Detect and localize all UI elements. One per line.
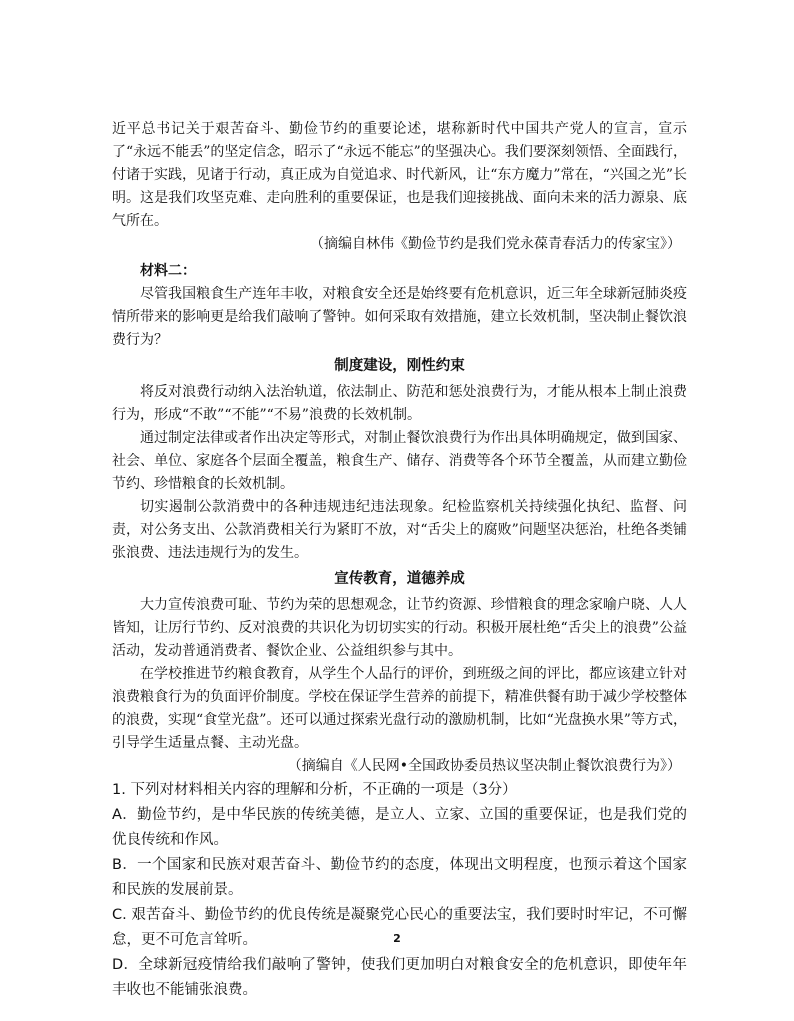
paragraph-1: 将反对浪费行动纳入法治轨道，依法制止、防范和惩处浪费行为，才能从根本上制止浪费行为，形成“不敢”“不能”“不易”浪费的长效机制。 (112, 384, 687, 423)
paragraph-4: 大力宣传浪费可耻、节约为荣的思想观念，让节约资源、珍惜粮食的理念家喻户晓、人人皆知，让厉行节约、反对浪费的共识化为切切实实的行动。积极开展杜绝“舌尖上的浪费”公益活动，发动普通消费者、餐饮企业、公益组织参与其中。 (112, 597, 687, 659)
source-citation-1: （摘编自林伟《勤俭节约是我们党永葆青春活力的传家宝》） (310, 236, 681, 252)
paragraph-3: 切实遏制公款消费中的各种违规违纪违法现象。纪检监察机关持续强化执纪、监督、问责，对公务支出、公款消费相关行为紧盯不放，对“舌尖上的腐败”问题坚决惩治，杜绝各类铺张浪费、违法违规行为的发生。 (112, 499, 687, 561)
page-number: 2 (393, 932, 401, 945)
material1-paragraph: 近平总书记关于艰苦奋斗、勤俭节约的重要论述，堪称新时代中国共产党人的宣言，宣示了“永远不能丢”的坚定信念，昭示了“永远不能忘”的坚强决心。我们要深刻领悟、全面践行，付诸于实践，见诸于行动，真正成为自觉追求、时代新风，让“东方魔力”常在，“兴国之光”长明。这是我们攻坚克难、走向胜利的重要保证，也是我们迎接挑战、面向未来的活力源泉、底气所在。 (112, 121, 687, 229)
material2-intro: 尽管我国粮食生产连年丰收，对粮食安全还是始终要有危机意识，近三年全球新冠肺炎疫情所带来的影响更是给我们敲响了警钟。如何采取有效措施，建立长效机制，坚决制止餐饮浪费行为？ (112, 286, 687, 348)
section-heading-2: 宣传教育，道德养成 (334, 571, 465, 587)
option-d: D．全球新冠疫情给我们敲响了警钟，使我们更加明白对粮食安全的危机意识，即使年年丰收也不能铺张浪费。 (112, 957, 687, 998)
material2-label: 材料二： (140, 263, 196, 279)
paragraph-5: 在学校推进节约粮食教育，从学生个人品行的评价，到班级之间的评比，都应该建立针对浪费粮食行为的负面评价制度。学校在保证学生营养的前提下，精准供餐有助于减少学校整体的浪费，实现“食堂光盘”。还可以通过探索光盘行动的激励机制，比如“光盘换水果”等方式，引导学生适量点餐、主动光盘。 (112, 666, 687, 751)
paragraph-2: 通过制定法律或者作出决定等形式，对制止餐饮浪费行为作出具体明确规定，做到国家、社会、单位、家庭各个层面全覆盖，粮食生产、储存、消费等各个环节全覆盖，从而建立勤俭节约、珍惜粮食的长效机制。 (112, 430, 687, 492)
source-citation-2: （摘编自《人民网•全国政协委员热议坚决制止餐饮浪费行为》） (287, 758, 681, 774)
question-stem: 1. 下列对材料相关内容的理解和分析，不正确的一项是（3分） (112, 782, 517, 798)
option-c: C. 艰苦奋斗、勤俭节约的优良传统是凝聚党心民心的重要法宝，我们要时时牢记，不可懈怠，更不可危言耸听。 (112, 907, 687, 948)
document-page (112, 118, 687, 1003)
section-heading-1: 制度建设，刚性约束 (334, 358, 465, 374)
option-a: A．勤俭节约，是中华民族的传统美德，是立人、立家、立国的重要保证，也是我们党的优良传统和作风。 (112, 807, 687, 848)
option-b: B．一个国家和民族对艰苦奋斗、勤俭节约的态度，体现出文明程度，也预示着这个国家和民族的发展前景。 (112, 857, 687, 898)
